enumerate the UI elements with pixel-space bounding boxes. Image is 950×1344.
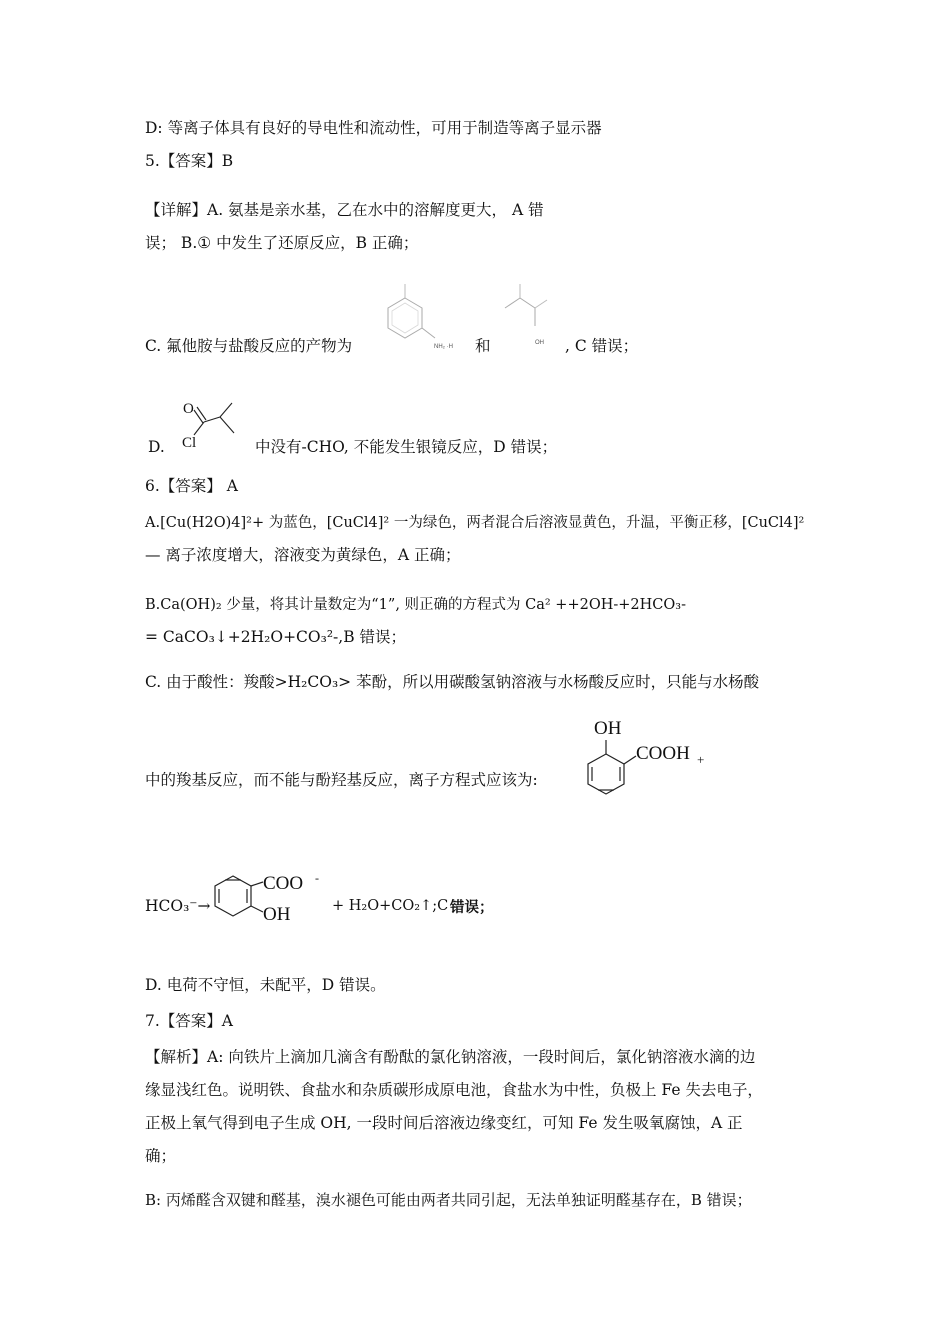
q7-analysis-line-4: 确； xyxy=(145,1147,177,1165)
salicylate-minus: - xyxy=(315,871,319,885)
q7-analysis-line-3: 正极上氧气得到电子生成 OH, 一段时间后溶液边缘变红，可知 Fe 发生吸氧腐蚀，A 正 xyxy=(145,1114,743,1132)
q6-equation-wrong: 错误； xyxy=(450,900,494,916)
q7-answer: 7.【答案】A xyxy=(145,1012,233,1030)
q6-option-b-line-1: B.Ca(OH)₂ 少量，将其计量数定为“1”, 则正确的方程式为 Ca² ++2OH-+2HCO₃- xyxy=(145,597,686,613)
aniline-structure-image xyxy=(380,282,470,360)
q6-option-d: D. 电荷不守恒，未配平，D 错误。 xyxy=(145,976,386,994)
salicylate-coo-label: COO xyxy=(263,873,304,894)
q5-option-c-prefix: C. 氟他胺与盐酸反应的产物为 xyxy=(145,337,353,355)
q6-option-c-line-1: C. 由于酸性：羧酸>H₂CO₃> 苯酚，所以用碳酸氢钠溶液与水杨酸反应时，只能与水杨酸 xyxy=(145,673,760,691)
q6-option-a-line-1: A.[Cu(H2O)4]²+ 为蓝色，[CuCl4]² 一为绿色，两者混合后溶液显黄色，升温，平衡正移，[CuCl4]² xyxy=(145,515,805,531)
acyl-chloride-structure xyxy=(176,395,246,455)
q5-option-d-prefix: D. xyxy=(148,438,165,456)
q5-option-c-suffix: , C 错误； xyxy=(565,337,639,355)
salicylic-plus-sign: + xyxy=(697,752,705,767)
q7-option-b: B: 丙烯醛含双键和醛基，溴水褪色可能由两者共同引起，无法单独证明醛基存在，B 错误； xyxy=(145,1191,752,1209)
q6-equation-tail: + H₂O+CO₂↑;C xyxy=(332,898,449,914)
q6-option-b-line-2: = CaCO₃↓+2H₂O+CO₃²-,B 错误； xyxy=(145,628,407,646)
acyl-o-label: O xyxy=(183,401,194,417)
q5-answer: 5.【答案】B xyxy=(145,152,234,170)
q6-answer: 6.【答案】 A xyxy=(145,477,238,495)
q6-equation-hco3: HCO₃⁻→ xyxy=(145,897,211,915)
acyl-cl-label: Cl xyxy=(182,435,197,451)
acid-oh-label: OH xyxy=(535,340,544,346)
salicylate-oh-label: OH xyxy=(263,904,291,925)
acid-structure-image xyxy=(495,282,565,360)
salicylic-acid-structure xyxy=(574,712,724,807)
aniline-label: NH₂ ·H xyxy=(434,344,453,350)
salicylate-structure xyxy=(205,868,335,938)
q6-option-c-line-2: 中的羧基反应，而不能与酚羟基反应，离子方程式应该为: xyxy=(145,771,538,789)
salicylic-oh-label: OH xyxy=(594,718,622,739)
q5-option-c-and: 和 xyxy=(475,337,491,355)
q5-detail-line-1: 【详解】A. 氨基是亲水基，乙在水中的溶解度更大， A 错 xyxy=(145,201,544,219)
q7-analysis-line-1: 【解析】A: 向铁片上滴加几滴含有酚酞的氯化钠溶液，一段时间后，氯化钠溶液水滴的边 xyxy=(145,1048,756,1066)
q7-analysis-line-2: 缘显浅红色。说明铁、食盐水和杂质碳形成原电池，食盐水为中性，负极上 Fe 失去电子， xyxy=(145,1081,763,1099)
text-line-plasma: D: 等离子体具有良好的导电性和流动性，可用于制造等离子显示器 xyxy=(145,119,602,137)
q5-detail-line-2: 误； B.① 中发生了还原反应，B 正确； xyxy=(145,234,419,252)
q5-option-d-suffix: 中没有-CHO, 不能发生银镜反应，D 错误； xyxy=(255,438,558,456)
salicylic-cooh-label: COOH xyxy=(636,743,690,764)
q6-option-a-line-2: — 离子浓度增大，溶液变为黄绿色，A 正确； xyxy=(145,546,461,564)
